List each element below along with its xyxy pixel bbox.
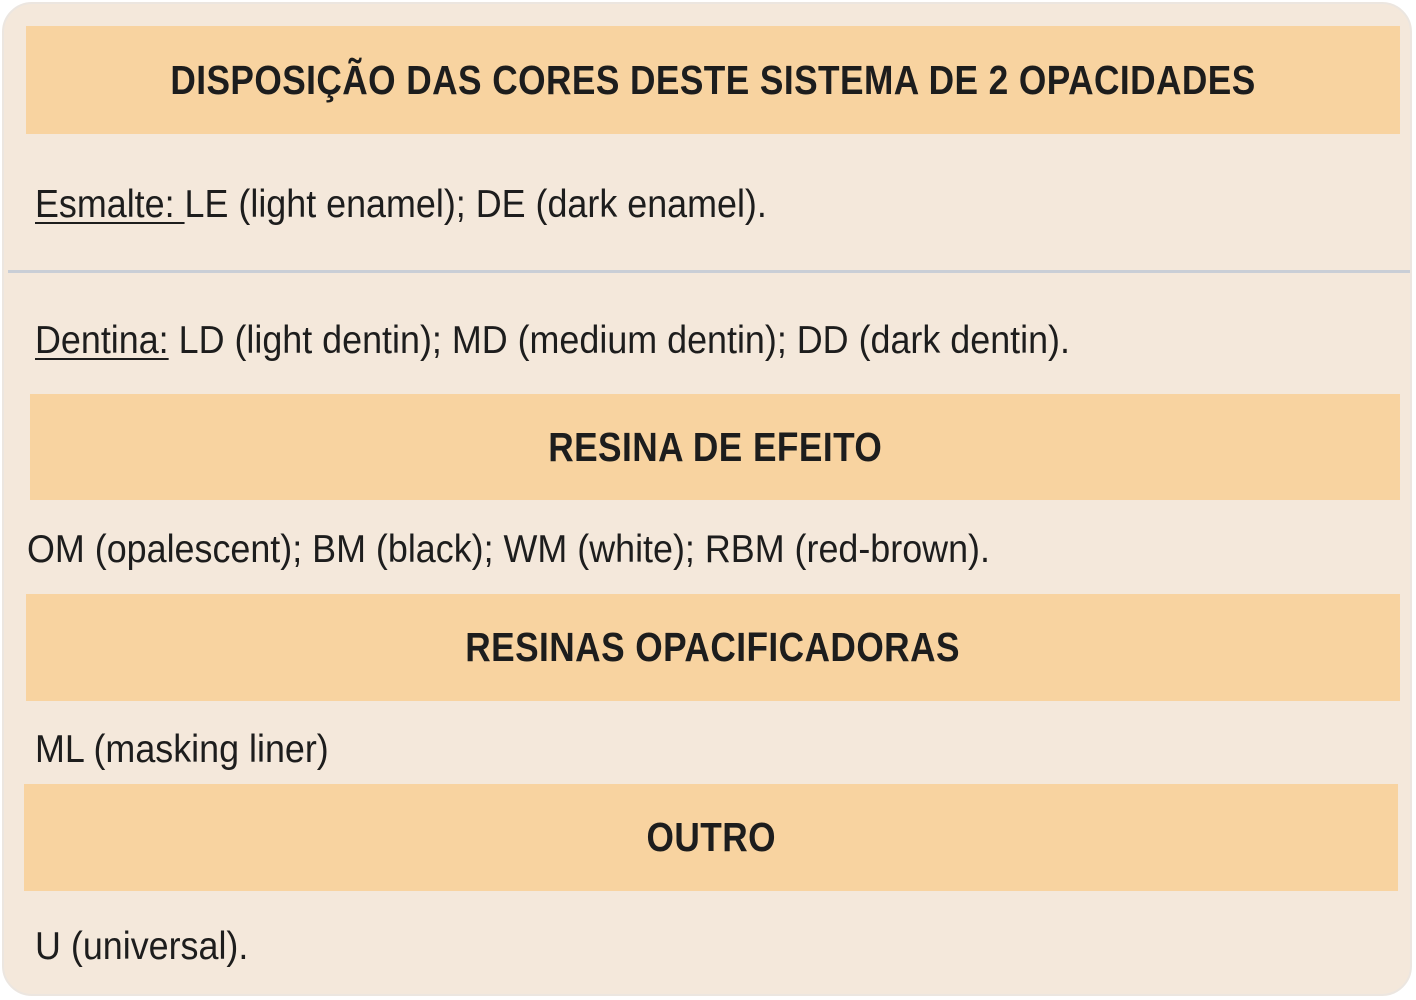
outro-text: U (universal).	[35, 925, 249, 968]
outro-line	[35, 927, 267, 966]
resina-efeito-line	[27, 530, 1074, 569]
resina-efeito-band	[30, 394, 1400, 500]
resina-efeito-title: RESINA DE EFEITO	[547, 423, 883, 470]
outro-title: OUTRO	[646, 814, 776, 860]
header-title: DISPOSIÇÃO DAS CORES DESTE SISTEMA DE 2 OPACIDADES	[170, 56, 1256, 103]
color-system-card	[2, 2, 1412, 996]
esmalte-line	[35, 185, 830, 224]
outro-band	[24, 784, 1398, 891]
resina-efeito-text: OM (opalescent); BM (black); WM (white); RBM (red-brown).	[27, 528, 990, 571]
resinas-opacificadoras-text: ML (masking liner)	[35, 728, 329, 771]
resinas-opacificadoras-band	[26, 594, 1400, 701]
dentina-line	[35, 321, 1160, 360]
header-band	[26, 26, 1400, 134]
dentina-label: Dentina:	[35, 319, 169, 362]
section-divider	[8, 270, 1412, 273]
esmalte-text: LE (light enamel); DE (dark enamel).	[184, 183, 767, 226]
resinas-opacificadoras-title: RESINAS OPACIFICADORAS	[465, 624, 961, 670]
esmalte-label: Esmalte:	[35, 183, 185, 226]
dentina-text: LD (light dentin); MD (medium dentin); DD (dark dentin).	[168, 319, 1070, 362]
resinas-opacificadoras-line	[35, 730, 354, 769]
